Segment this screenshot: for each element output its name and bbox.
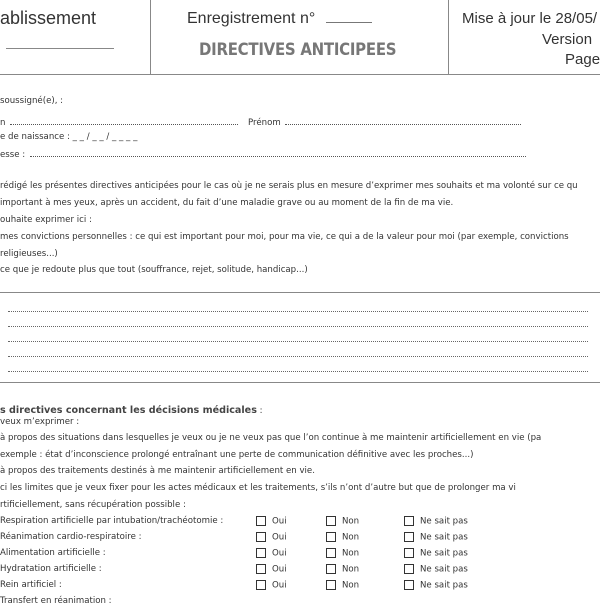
medical-line-1: veux m’exprimer : (0, 417, 80, 427)
choice-yes[interactable]: Oui (256, 580, 287, 591)
checkbox-no[interactable] (326, 516, 336, 526)
freetext-line-2[interactable] (8, 326, 588, 327)
checkbox-yes[interactable] (256, 516, 266, 526)
choice-unknown[interactable]: Ne sait pas (404, 564, 468, 575)
choice-yes[interactable]: Oui (256, 516, 287, 527)
freetext-line-4[interactable] (8, 356, 588, 357)
undersigned-label: soussigné(e), : (0, 96, 64, 106)
treatment-row: Transfert en réanimation : (0, 596, 112, 606)
version-label: Version (542, 31, 593, 48)
choice-yes[interactable]: Oui (256, 564, 287, 575)
medical-line-4: à propos des traitements destinés à me maintenir artificiellement en vie. (0, 466, 315, 476)
choice-no[interactable]: Non (326, 516, 359, 527)
checkbox-yes[interactable] (256, 580, 266, 590)
checkbox-unknown[interactable] (404, 548, 414, 558)
freetext-line-1[interactable] (8, 311, 588, 312)
freetext-box-bottom (0, 382, 600, 383)
treatment-row: Alimentation artificielle : (0, 548, 106, 558)
medical-line-2: à propos des situations dans lesquelles je veux ou je ne veux pas que l’on continue à me maintenir artificiellement en vie (pa (0, 433, 542, 443)
intro-line-5: religieuses...) (0, 249, 58, 259)
choice-unknown[interactable]: Ne sait pas (404, 532, 468, 543)
choice-no[interactable]: Non (326, 580, 359, 591)
checkbox-no[interactable] (326, 564, 336, 574)
freetext-box-top (0, 292, 600, 293)
treatment-row: Rein artificiel : (0, 580, 62, 590)
medical-line-3: exemple : état d’inconscience prolongé entraînant une perte de communication définitive avec les proches...) (0, 450, 474, 460)
choice-no[interactable]: Non (326, 532, 359, 543)
choice-yes[interactable]: Oui (256, 532, 287, 543)
registration-number-field[interactable] (326, 8, 372, 23)
checkbox-no[interactable] (326, 532, 336, 542)
establishment-underline (6, 48, 114, 49)
intro-line-4: mes convictions personnelles : ce qui est important pour moi, pour ma vie, ce qui a de la valeur pour moi (par exemple, convictions (0, 232, 569, 242)
name-field[interactable] (10, 116, 238, 125)
choice-unknown[interactable]: Ne sait pas (404, 516, 468, 527)
firstname-row: Prénom (248, 116, 521, 128)
medical-line-6: rtificiellement, sans récupération possible : (0, 500, 186, 510)
choice-yes[interactable]: Oui (256, 548, 287, 559)
checkbox-unknown[interactable] (404, 580, 414, 590)
treatment-row: Hydratation artificielle : (0, 564, 102, 574)
checkbox-unknown[interactable] (404, 532, 414, 542)
freetext-line-5[interactable] (8, 371, 588, 372)
header-divider-right (448, 0, 449, 74)
update-date: Mise à jour le 28/05/ (462, 10, 598, 27)
checkbox-unknown[interactable] (404, 564, 414, 574)
medical-line-5: ci les limites que je veux fixer pour les actes médicaux et les traitements, s’ils n’ont d’autre but que de prolonger ma vi (0, 483, 516, 493)
medical-section-title: s directives concernant les décisions médicales : (0, 405, 263, 416)
freetext-line-3[interactable] (8, 341, 588, 342)
address-row: esse : (0, 148, 526, 160)
registration-label: Enregistrement n° (187, 8, 372, 28)
name-row: n (0, 116, 238, 128)
header-bottom-border (0, 74, 600, 75)
header-divider-left (150, 0, 151, 74)
checkbox-yes[interactable] (256, 532, 266, 542)
checkbox-no[interactable] (326, 580, 336, 590)
intro-line-6: ce que je redoute plus que tout (souffrance, rejet, solitude, handicap...) (0, 265, 308, 275)
intro-line-1: rédigé les présentes directives anticipées pour le cas où je ne serais plus en mesure d’exprimer mes souhaits et ma volonté sur ce qu (0, 181, 578, 191)
intro-line-2: important à mes yeux, après un accident, du fait d’une maladie grave ou au moment de la fin de ma vie. (0, 198, 454, 208)
page-label: Page (565, 51, 600, 68)
checkbox-yes[interactable] (256, 564, 266, 574)
choice-no[interactable]: Non (326, 548, 359, 559)
checkbox-unknown[interactable] (404, 516, 414, 526)
treatment-row: Respiration artificielle par intubation/trachéotomie : (0, 516, 224, 526)
birthdate-field[interactable]: e de naissance : _ _ / _ _ / _ _ _ _ (0, 132, 138, 142)
treatment-row: Réanimation cardio-respiratoire : (0, 532, 142, 542)
choice-no[interactable]: Non (326, 564, 359, 575)
document-title: DIRECTIVES ANTICIPEES (199, 40, 397, 60)
address-field[interactable] (30, 148, 526, 157)
intro-line-3: ouhaite exprimer ici : (0, 215, 92, 225)
checkbox-no[interactable] (326, 548, 336, 558)
establishment-label: ablissement (0, 8, 97, 28)
choice-unknown[interactable]: Ne sait pas (404, 580, 468, 591)
choice-unknown[interactable]: Ne sait pas (404, 548, 468, 559)
checkbox-yes[interactable] (256, 548, 266, 558)
firstname-field[interactable] (285, 116, 521, 125)
